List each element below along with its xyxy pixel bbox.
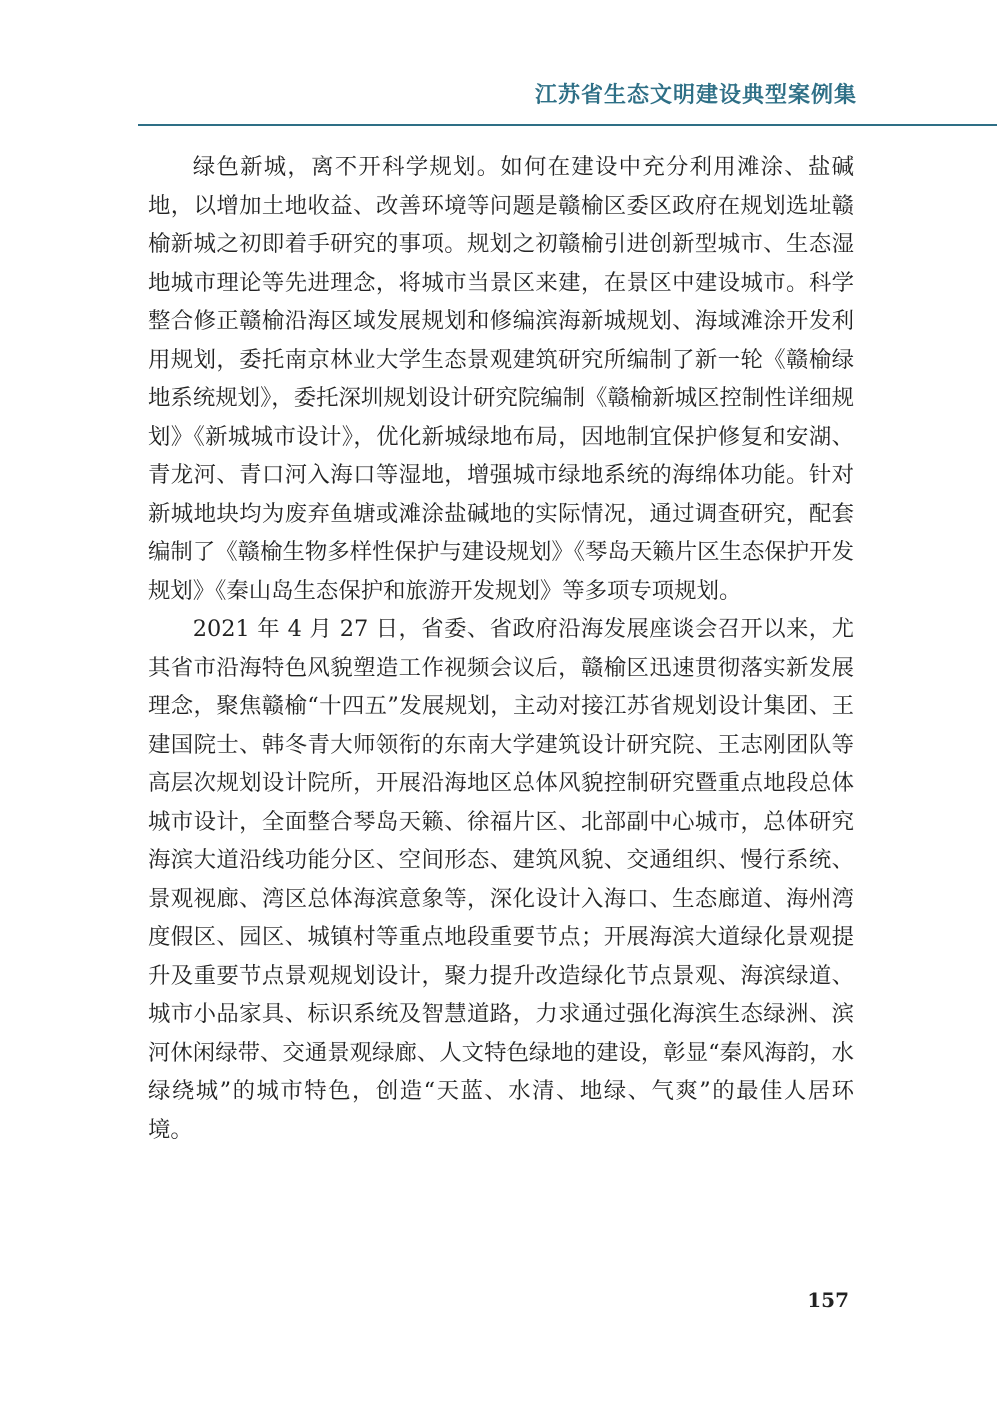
paragraph-2: 2021 年 4 月 27 日，省委、省政府沿海发展座谈会召开以来，尤其省市沿海特色风貌塑造工作视频会议后，赣榆区迅速贯彻落实新发展理念，聚焦赣榆“十四五”发展规划，主动对接江苏省规划设计集团、王建国院士、韩冬青大师领衔的东南大学建筑设计研究院、王志刚团队等高层次规划设计院所，开展沿海地区总体风貌控制研究暨重点地段总体城市设计，全面整合琴岛天籁、徐福片区、北部副中心城市，总体研究海滨大道沿线功能分区、空间形态、建筑风貌、交通组织、慢行系统、景观视廊、湾区总体海滨意象等，深化设计入海口、生态廊道、海州湾度假区、园区、城镇村等重点地段重要节点；开展海滨大道绿化景观提升及重要节点景观规划设计，聚力提升改造绿化节点景观、海滨绿道、城市小品家具、标识系统及智慧道路，力求通过强化海滨生态绿洲、滨河休闲绿带、交通景观绿廊、人文特色绿地的建设，彰显“秦风海韵，水绿绕城”的城市特色，创造“天蓝、水清、地绿、气爽”的最佳人居环境。 [148, 616, 854, 1143]
running-header-title: 江苏省生态文明建设典型案例集 [534, 83, 857, 108]
header-divider [138, 124, 997, 126]
page-number: 157 [807, 1288, 849, 1312]
body-text [148, 148, 854, 1149]
paragraph-1: 绿色新城，离不开科学规划。如何在建设中充分利用滩涂、盐碱地，以增加土地收益、改善环境等问题是赣榆区委区政府在规划选址赣榆新城之初即着手研究的事项。规划之初赣榆引进创新型城市、生态湿地城市理论等先进理念，将城市当景区来建，在景区中建设城市。科学整合修正赣榆沿海区域发展规划和修编滨海新城规划、海域滩涂开发利用规划，委托南京林业大学生态景观建筑研究所编制了新一轮《赣榆绿地系统规划》，委托深圳规划设计研究院编制《赣榆新城区控制性详细规划》《新城城市设计》，优化新城绿地布局，因地制宜保护修复和安湖、青龙河、青口河入海口等湿地，增强城市绿地系统的海绵体功能。针对新城地块均为废弃鱼塘或滩涂盐碱地的实际情况，通过调查研究，配套编制了《赣榆生物多样性保护与建设规划》《琴岛天籁片区生态保护开发规划》《秦山岛生态保护和旅游开发规划》等多项专项规划。 [148, 154, 854, 604]
